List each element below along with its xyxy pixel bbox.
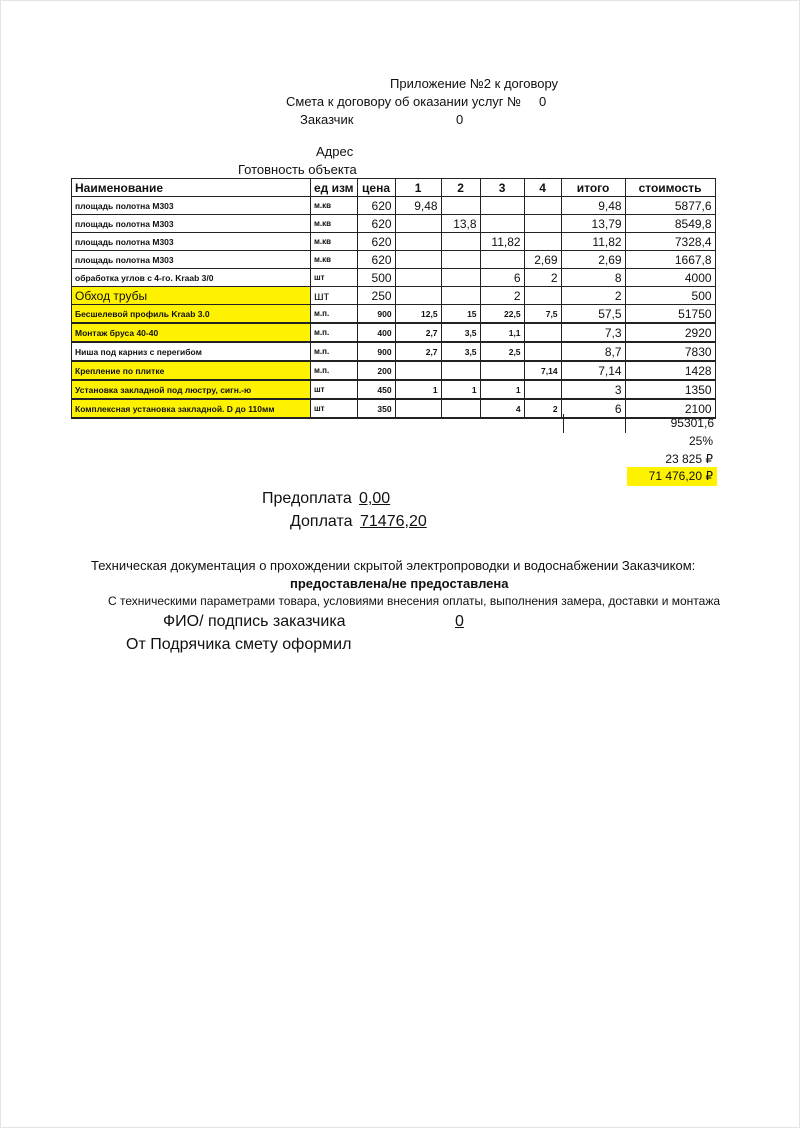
prepay-label: Предоплата bbox=[262, 490, 352, 507]
row-total: 6 bbox=[561, 399, 625, 418]
row-col-2: 1 bbox=[441, 380, 480, 399]
row-unit: шт bbox=[311, 380, 358, 399]
col-header-cost: стоимость bbox=[625, 179, 715, 197]
row-cost: 51750 bbox=[625, 305, 715, 324]
row-unit: м.кв bbox=[311, 233, 358, 251]
signature-value: 0 bbox=[455, 613, 464, 630]
col-header-name: Наименование bbox=[72, 179, 311, 197]
row-price: 620 bbox=[357, 233, 395, 251]
row-col-3: 1,1 bbox=[480, 323, 524, 342]
table-row bbox=[72, 323, 716, 342]
row-col-2 bbox=[441, 251, 480, 269]
row-col-2: 3,5 bbox=[441, 323, 480, 342]
row-name: площадь полотна М303 bbox=[72, 251, 311, 269]
table-row bbox=[72, 380, 716, 399]
row-price: 500 bbox=[357, 269, 395, 287]
row-col-2 bbox=[441, 361, 480, 380]
row-col-4 bbox=[524, 342, 561, 361]
row-cost: 4000 bbox=[625, 269, 715, 287]
row-col-4: 7,5 bbox=[524, 305, 561, 324]
row-price: 200 bbox=[357, 361, 395, 380]
provided-text: предоставлена/не предоставлена bbox=[290, 576, 509, 591]
table-row bbox=[72, 251, 716, 269]
estimate-label: Смета к договору об оказании услуг № bbox=[286, 94, 522, 109]
table-row bbox=[72, 361, 716, 380]
table-row bbox=[72, 233, 716, 251]
row-name: площадь полотна М303 bbox=[72, 197, 311, 215]
col-header-price: цена bbox=[357, 179, 395, 197]
table-row bbox=[72, 287, 716, 305]
row-name: обработка углов с 4-го. Kraab 3/0 bbox=[72, 269, 311, 287]
row-cost: 1667,8 bbox=[625, 251, 715, 269]
row-total: 2,69 bbox=[561, 251, 625, 269]
estimate-table bbox=[71, 178, 716, 419]
row-col-1: 12,5 bbox=[395, 305, 441, 324]
row-col-4: 7,14 bbox=[524, 361, 561, 380]
row-unit: м.п. bbox=[311, 342, 358, 361]
row-unit: м.кв bbox=[311, 197, 358, 215]
row-col-1 bbox=[395, 399, 441, 418]
row-col-1 bbox=[395, 287, 441, 305]
row-name: площадь полотна М303 bbox=[72, 215, 311, 233]
total-sum: 95301,6 bbox=[670, 416, 714, 430]
row-col-2 bbox=[441, 233, 480, 251]
totals-sum-cell bbox=[625, 414, 718, 433]
row-total: 7,3 bbox=[561, 323, 625, 342]
row-total: 7,14 bbox=[561, 361, 625, 380]
table-header-row bbox=[72, 179, 716, 197]
contract-number: 0 bbox=[539, 94, 547, 109]
table-row bbox=[72, 197, 716, 215]
row-unit: шт bbox=[311, 287, 358, 305]
row-unit: шт bbox=[311, 269, 358, 287]
row-col-2: 15 bbox=[441, 305, 480, 324]
row-col-3: 2,5 bbox=[480, 342, 524, 361]
row-cost: 7830 bbox=[625, 342, 715, 361]
row-cost: 5877,6 bbox=[625, 197, 715, 215]
col-header-total: итого bbox=[561, 179, 625, 197]
row-name: Установка закладной под люстру, сигн.-ю bbox=[72, 380, 311, 399]
row-name: Ниша под карниз с перегибом bbox=[72, 342, 311, 361]
row-col-3: 11,82 bbox=[480, 233, 524, 251]
col-header-unit: ед изм bbox=[311, 179, 358, 197]
row-col-4: 2 bbox=[524, 399, 561, 418]
row-col-3: 2 bbox=[480, 287, 524, 305]
surcharge-label: Доплата bbox=[290, 513, 353, 530]
row-col-3 bbox=[480, 215, 524, 233]
row-price: 900 bbox=[357, 305, 395, 324]
row-unit: шт bbox=[311, 399, 358, 418]
row-col-1: 1 bbox=[395, 380, 441, 399]
row-total: 3 bbox=[561, 380, 625, 399]
row-price: 620 bbox=[357, 215, 395, 233]
row-total: 2 bbox=[561, 287, 625, 305]
discount-percent: 25% bbox=[688, 434, 713, 448]
row-col-3: 22,5 bbox=[480, 305, 524, 324]
prepay-value: 0,00 bbox=[359, 490, 391, 507]
row-unit: м.п. bbox=[311, 305, 358, 324]
row-price: 900 bbox=[357, 342, 395, 361]
table-row bbox=[72, 342, 716, 361]
row-col-1 bbox=[395, 361, 441, 380]
row-cost: 2920 bbox=[625, 323, 715, 342]
row-col-4 bbox=[524, 233, 561, 251]
row-price: 620 bbox=[357, 251, 395, 269]
params-text: С техническими параметрами товара, условиями внесения оплаты, выполнения замера, доставки и монтажа bbox=[108, 594, 721, 608]
row-name: площадь полотна М303 bbox=[72, 233, 311, 251]
row-col-1 bbox=[395, 233, 441, 251]
row-unit: м.п. bbox=[311, 361, 358, 380]
row-col-4 bbox=[524, 287, 561, 305]
row-col-1 bbox=[395, 251, 441, 269]
table-row bbox=[72, 215, 716, 233]
surcharge-value: 71476,20 bbox=[360, 513, 427, 530]
totals-left-border bbox=[563, 414, 626, 433]
row-col-4: 2 bbox=[524, 269, 561, 287]
row-col-1: 9,48 bbox=[395, 197, 441, 215]
row-price: 620 bbox=[357, 197, 395, 215]
row-col-1 bbox=[395, 215, 441, 233]
row-cost: 2100 bbox=[625, 399, 715, 418]
row-col-2 bbox=[441, 269, 480, 287]
row-col-3 bbox=[480, 197, 524, 215]
row-col-3 bbox=[480, 361, 524, 380]
row-col-3: 4 bbox=[480, 399, 524, 418]
row-col-4 bbox=[524, 380, 561, 399]
table-row bbox=[72, 305, 716, 324]
row-total: 13,79 bbox=[561, 215, 625, 233]
row-col-4 bbox=[524, 197, 561, 215]
tech-doc-text: Техническая документация о прохождении скрытой электропроводки и водоснабжении Заказчиком: bbox=[91, 558, 696, 573]
row-unit: м.п. bbox=[311, 323, 358, 342]
row-col-1: 2,7 bbox=[395, 342, 441, 361]
row-col-3: 6 bbox=[480, 269, 524, 287]
row-total: 57,5 bbox=[561, 305, 625, 324]
col-header-4: 4 bbox=[524, 179, 561, 197]
row-price: 250 bbox=[357, 287, 395, 305]
row-total: 11,82 bbox=[561, 233, 625, 251]
signature-label: ФИО/ подпись заказчика bbox=[163, 613, 346, 630]
row-total: 8 bbox=[561, 269, 625, 287]
row-col-4 bbox=[524, 323, 561, 342]
row-unit: м.кв bbox=[311, 215, 358, 233]
row-col-1: 2,7 bbox=[395, 323, 441, 342]
address-label: Адрес bbox=[316, 144, 354, 159]
col-header-3: 3 bbox=[480, 179, 524, 197]
row-col-1 bbox=[395, 269, 441, 287]
table-row bbox=[72, 269, 716, 287]
customer-label: Заказчик bbox=[300, 112, 354, 127]
row-name: Комплексная установка закладной. D до 110мм bbox=[72, 399, 311, 418]
row-name: Обход трубы bbox=[72, 287, 311, 305]
col-header-1: 1 bbox=[395, 179, 441, 197]
row-col-2: 13,8 bbox=[441, 215, 480, 233]
row-col-3 bbox=[480, 251, 524, 269]
row-col-3: 1 bbox=[480, 380, 524, 399]
row-cost: 500 bbox=[625, 287, 715, 305]
row-cost: 1350 bbox=[625, 380, 715, 399]
row-cost: 8549,8 bbox=[625, 215, 715, 233]
row-total: 9,48 bbox=[561, 197, 625, 215]
customer-value: 0 bbox=[456, 112, 464, 127]
row-name: Бесшелевой профиль Kraab 3.0 bbox=[72, 305, 311, 324]
row-col-2 bbox=[441, 399, 480, 418]
col-header-2: 2 bbox=[441, 179, 480, 197]
discount-amount: 23 825 ₽ bbox=[665, 452, 713, 466]
row-name: Монтаж бруса 40-40 bbox=[72, 323, 311, 342]
row-col-2: 3,5 bbox=[441, 342, 480, 361]
contractor-label: От Подрячика смету оформил bbox=[126, 636, 352, 653]
row-col-4: 2,69 bbox=[524, 251, 561, 269]
row-col-2 bbox=[441, 287, 480, 305]
row-price: 450 bbox=[357, 380, 395, 399]
row-cost: 1428 bbox=[625, 361, 715, 380]
row-name: Крепление по плитке bbox=[72, 361, 311, 380]
row-total: 8,7 bbox=[561, 342, 625, 361]
row-price: 350 bbox=[357, 399, 395, 418]
readiness-label: Готовность объекта bbox=[238, 162, 357, 177]
row-price: 400 bbox=[357, 323, 395, 342]
row-unit: м.кв bbox=[311, 251, 358, 269]
appendix-title: Приложение №2 к договору bbox=[390, 76, 559, 91]
grand-total: 71 476,20 ₽ bbox=[627, 467, 717, 486]
row-col-2 bbox=[441, 197, 480, 215]
row-cost: 7328,4 bbox=[625, 233, 715, 251]
row-col-4 bbox=[524, 215, 561, 233]
